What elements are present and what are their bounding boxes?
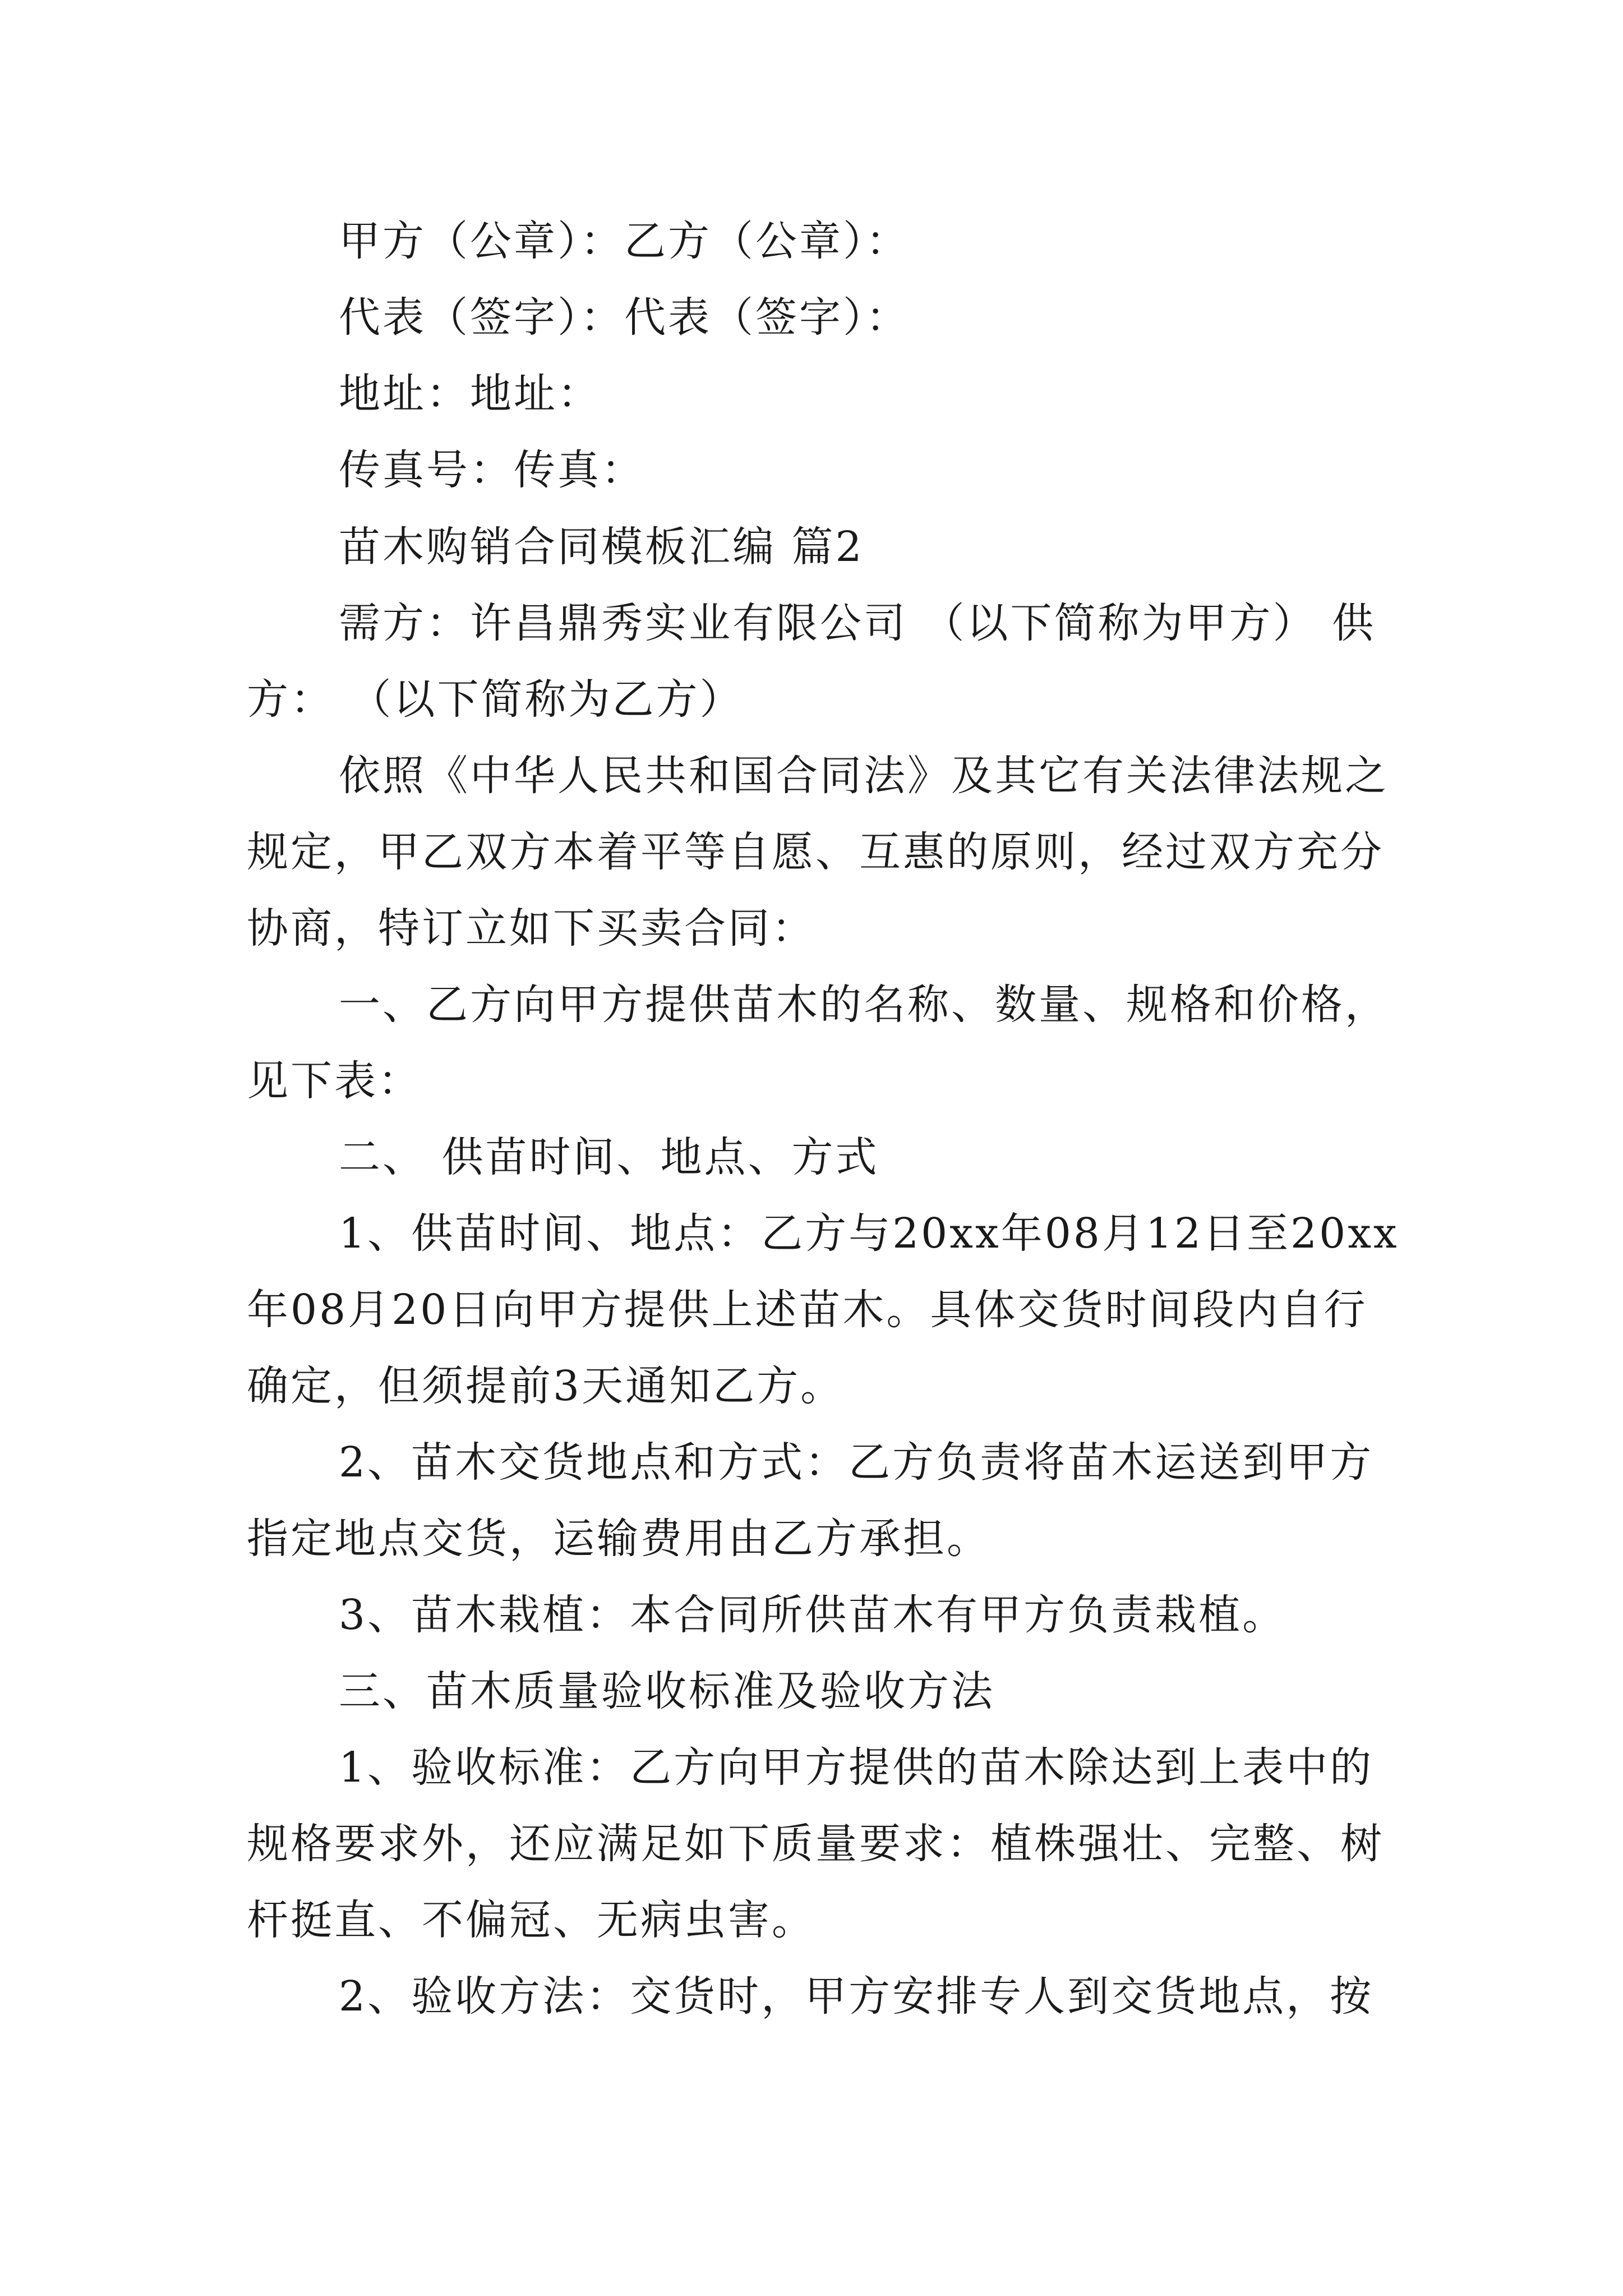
paragraph-line: 规定，甲乙双方本着平等自愿、互惠的原则，经过双方充分 [247,828,1384,876]
clause-three-heading: 三、苗木质量验收标准及验收方法 [339,1667,995,1715]
clause-one-line: 一、乙方向甲方提供苗木的名称、数量、规格和价格， [339,981,1389,1029]
clause-one-line: 见下表： [247,1057,422,1105]
clause-two-item-one: 年08月20日向甲方提供上述苗木。具体交货时间段内自行 [247,1286,1368,1334]
supplier-line: 方： （以下简称为乙方） [247,675,744,724]
clause-two-item-one: 1、供苗时间、地点：乙方与20xx年08月12日至20xx [339,1209,1399,1258]
paragraph-line: 依照《中华人民共和国合同法》及其它有关法律法规之 [339,752,1389,800]
buyer-line: 需方：许昌鼎秀实业有限公司 （以下简称为甲方） 供 [339,599,1376,647]
clause-two-item-three: 3、苗木栽植：本合同所供苗木有甲方负责栽植。 [339,1591,1287,1639]
paragraph-line: 协商，特订立如下买卖合同： [247,904,815,953]
clause-two-item-one: 确定，但须提前3天通知乙方。 [247,1362,845,1410]
representative-signature-line: 代表（签字）：代表（签字）： [339,293,910,342]
clause-three-item-one: 1、验收标准：乙方向甲方提供的苗木除达到上表中的 [339,1743,1374,1792]
clause-three-item-one: 杆挺直、不偏冠、无病虫害。 [247,1896,815,1944]
fax-line: 传真号：传真： [339,446,645,494]
address-line: 地址：地址： [339,370,601,418]
clause-three-item-one: 规格要求外，还应满足如下质量要求：植株强壮、完整、树 [247,1820,1384,1868]
clause-two-heading: 二、 供苗时间、地点、方式 [339,1133,879,1181]
party-a-seal-line: 甲方（公章）：乙方（公章）： [339,217,910,265]
clause-two-item-two: 指定地点交货，运输费用由乙方承担。 [247,1515,990,1563]
clause-two-item-two: 2、苗木交货地点和方式：乙方负责将苗木运送到甲方 [339,1438,1374,1487]
section-title: 苗木购销合同模板汇编 篇2 [339,523,864,571]
clause-three-item-two: 2、验收方法：交货时，甲方安排专人到交货地点，按 [339,1972,1374,2021]
